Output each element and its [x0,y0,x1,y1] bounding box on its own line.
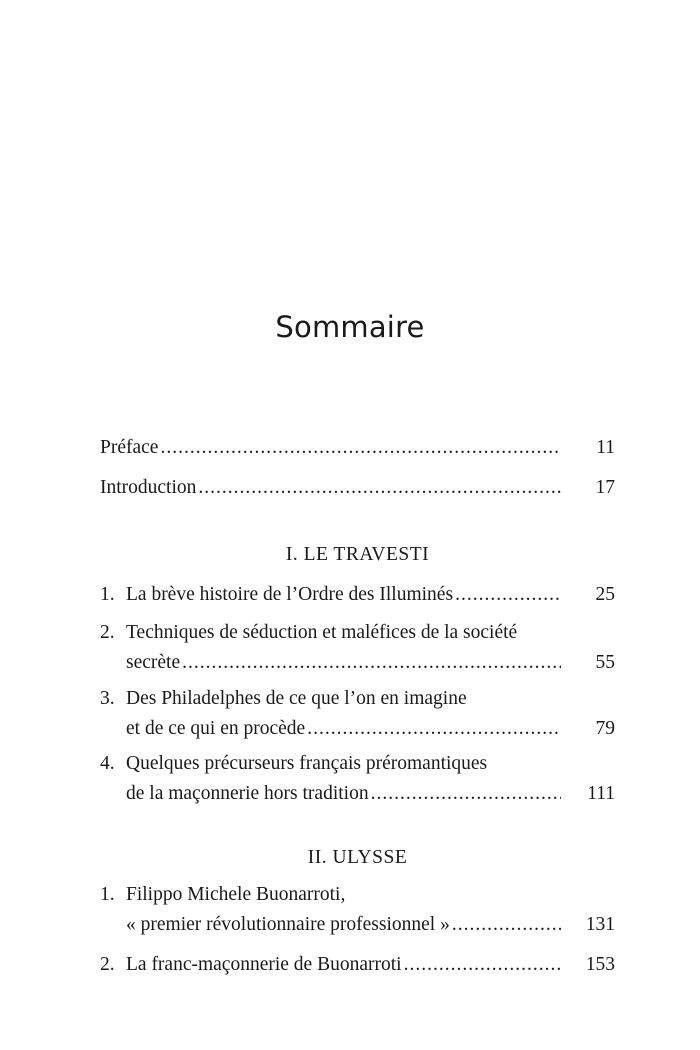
toc-entry-label: Introduction [100,477,197,498]
chapter-title-line: secrète [126,652,181,673]
chapter-number: 1. [100,584,115,605]
toc-chapter [100,950,615,980]
toc-chapter [100,880,615,940]
chapter-number: 2. [100,622,115,643]
dot-leader [452,910,561,940]
chapter-title-line: « premier révolutionnaire professionnel » [126,914,450,935]
toc-page-number: 79 [595,718,615,739]
chapter-number: 2. [100,954,115,975]
chapter-title-line: Filippo Michele Buonarroti, [126,884,346,905]
dot-leader [371,779,561,809]
toc-page-number: 25 [595,584,615,605]
chapter-number: 3. [100,688,115,709]
chapter-title-line: Quelques précurseurs français préromantiques [126,753,488,774]
toc-page-number: 55 [595,652,615,673]
toc-chapter [100,618,615,678]
toc-page-number: 17 [595,477,615,498]
chapter-title-line: La franc-maçonnerie de Buonarroti [126,954,402,975]
chapter-title-line: et de ce qui en procède [126,718,306,739]
toc-page-number: 111 [587,783,615,804]
toc-chapter [100,580,615,610]
toc-entry-introduction [100,473,615,503]
dot-leader [182,648,561,678]
toc-chapter [100,684,615,744]
toc-chapter [100,749,615,809]
dot-leader [307,714,561,744]
chapter-title-line: La brève histoire de l’Ordre des Illuminés [126,584,454,605]
dot-leader [198,473,561,503]
part-heading: II. ULYSSE [307,847,408,868]
toc-page-number: 11 [596,437,615,458]
chapter-number: 4. [100,753,115,774]
dot-leader [455,580,561,610]
toc-entry-preface [100,433,615,463]
toc-page-number: 153 [585,954,615,975]
toc-page-number: 131 [585,914,615,935]
chapter-title-line: de la maçonnerie hors tradition [126,783,369,804]
chapter-title-line: Des Philadelphes de ce que l’on en imagine [126,688,467,709]
page-title: Sommaire [275,310,425,344]
dot-leader [160,433,561,463]
part-heading: I. LE TRAVESTI [285,544,430,565]
chapter-title-line: Techniques de séduction et maléfices de la société [126,622,518,643]
toc-entry-label: Préface [100,437,159,458]
chapter-number: 1. [100,884,115,905]
dot-leader [404,950,561,980]
